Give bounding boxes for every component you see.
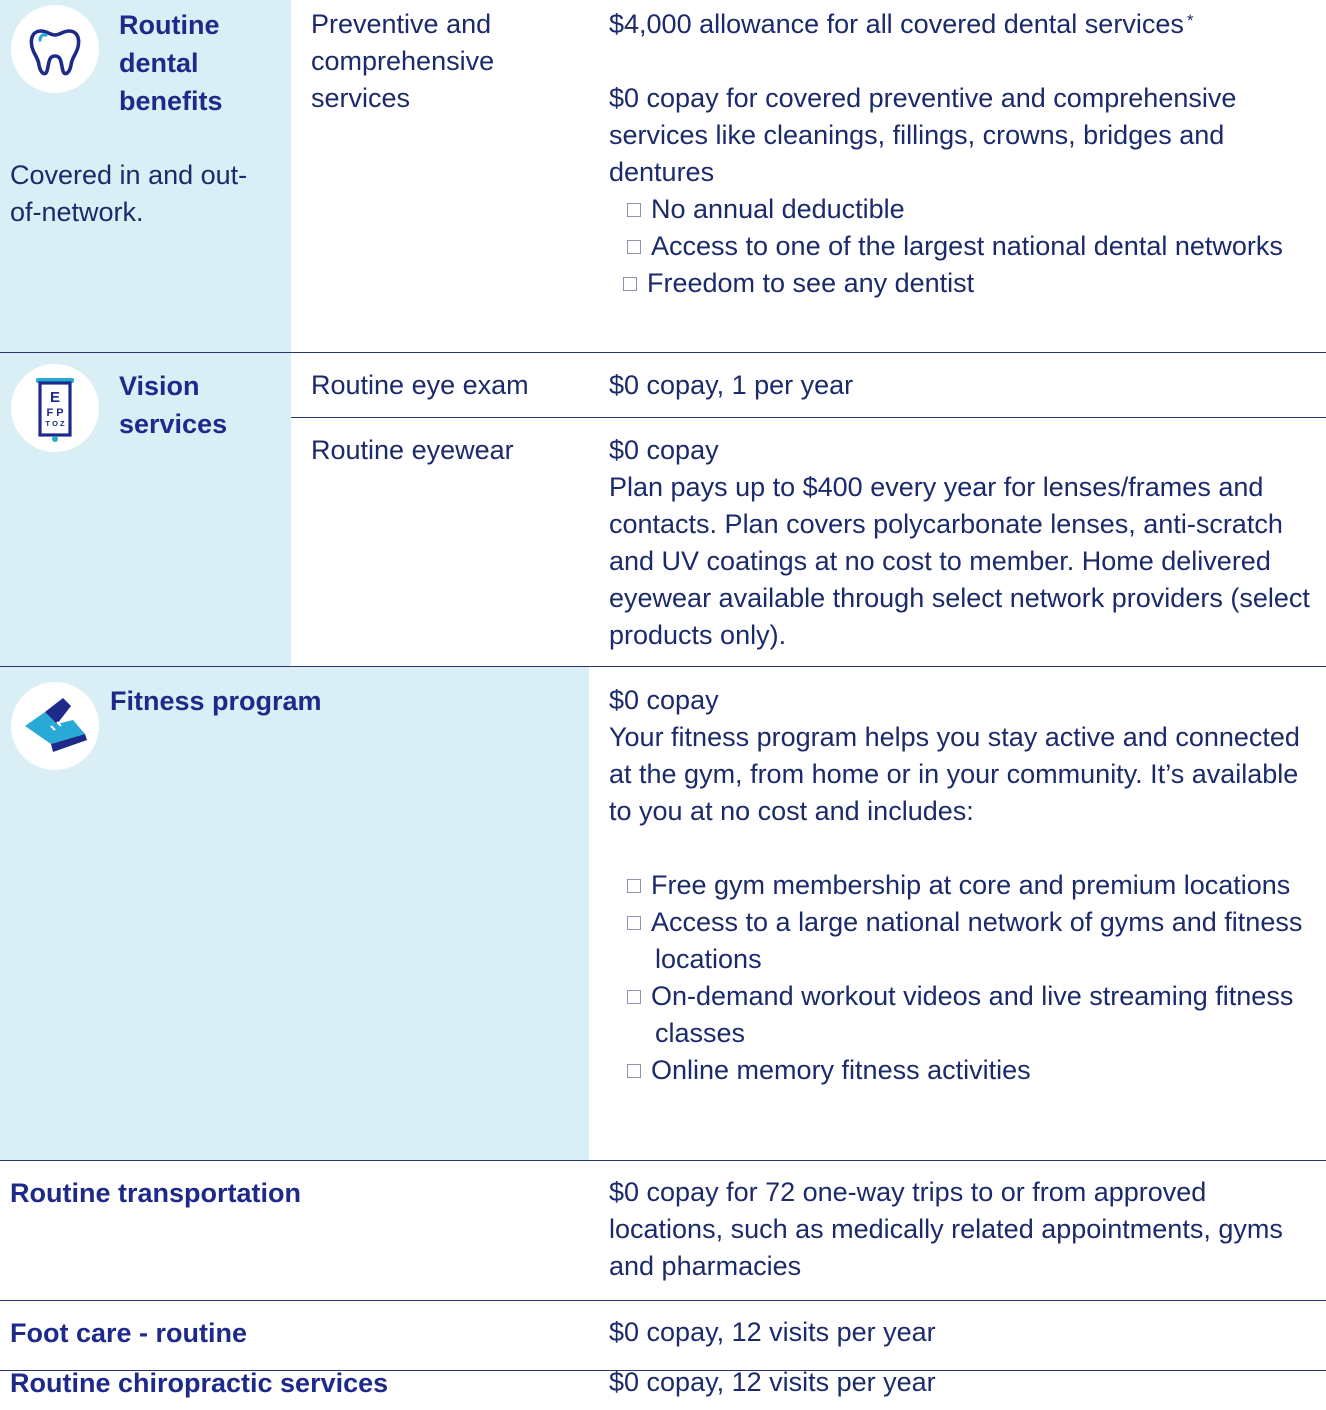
- dental-details: [609, 6, 1321, 302]
- vision-row-label: Routine eyewear: [311, 435, 514, 465]
- divider-transport-foot: [0, 1300, 1326, 1301]
- chiropractic-heading: Routine chiropractic services: [10, 1368, 389, 1398]
- footnote-marker: *: [1186, 11, 1194, 30]
- checkbox-bullet-icon: [627, 916, 641, 930]
- divider-fitness-transport: [0, 1160, 1326, 1161]
- vision-row-details: [609, 432, 1321, 654]
- list-item: Free gym membership at core and premium locations: [627, 867, 1321, 904]
- sneaker-icon: [11, 682, 99, 770]
- checkbox-bullet-icon: [627, 1064, 641, 1078]
- list-item: On-demand workout videos and live streaming fitness classes: [627, 978, 1321, 1052]
- chiropractic-details: $0 copay, 12 visits per year: [609, 1367, 936, 1397]
- divider-dental-vision: [0, 352, 1326, 353]
- dental-heading: Routine dental benefits: [119, 10, 223, 116]
- checkbox-bullet-icon: [627, 990, 641, 1004]
- dental-service-label: Preventive and comprehensive services: [311, 9, 495, 113]
- vision-heading: Vision services: [119, 371, 228, 439]
- divider-vision-rows: [291, 417, 1326, 418]
- foot-care-details: $0 copay, 12 visits per year: [609, 1317, 936, 1347]
- list-item: No annual deductible: [627, 191, 1321, 228]
- transportation-details: $0 copay for 72 one-way trips to or from approved locations, such as medically related appointments, gyms and pharmacies: [609, 1177, 1283, 1281]
- list-item: Access to one of the largest national dental networks: [627, 228, 1321, 265]
- eye-chart-letters-row3: T O Z: [45, 419, 65, 428]
- fitness-copay: $0 copay: [609, 685, 719, 715]
- eyewear-description: Plan pays up to $400 every year for lenses/frames and contacts. Plan covers polycarbonate lenses, anti-scratch and UV coatings at no cost to member. Home delivered eyewear available through select network providers (select products only).: [609, 472, 1310, 650]
- transportation-heading: Routine transportation: [10, 1178, 301, 1208]
- fitness-bullet-list: [609, 867, 1321, 1089]
- vision-row-details: $0 copay, 1 per year: [609, 370, 854, 400]
- divider-vision-fitness: [0, 666, 1326, 667]
- eye-chart-icon: [11, 364, 99, 452]
- checkbox-bullet-icon: [627, 203, 641, 217]
- list-item: Online memory fitness activities: [627, 1052, 1321, 1089]
- dental-copay-text: $0 copay for covered preventive and comprehensive services like cleanings, fillings, crowns, bridges and dentures: [609, 83, 1237, 187]
- dental-allowance: $4,000 allowance for all covered dental services *: [609, 9, 1194, 39]
- checkbox-bullet-icon: [627, 879, 641, 893]
- dental-bullet-list: [609, 191, 1321, 302]
- checkbox-bullet-icon: [623, 277, 637, 291]
- dental-coverage-note: Covered in and out-of-network.: [10, 160, 248, 227]
- vision-row-label: Routine eye exam: [311, 370, 529, 400]
- checkbox-bullet-icon: [627, 240, 641, 254]
- list-item: Access to a large national network of gyms and fitness locations: [627, 904, 1321, 978]
- eyewear-copay: $0 copay: [609, 435, 719, 465]
- fitness-heading: Fitness program: [110, 686, 322, 716]
- eye-chart-letters-row1: E: [49, 389, 61, 406]
- fitness-description: Your fitness program helps you stay active and connected at the gym, from home or in your community. It’s available to you at no cost and includes:: [609, 722, 1300, 826]
- foot-care-heading: Foot care - routine: [10, 1318, 248, 1348]
- fitness-details: [609, 682, 1321, 1089]
- tooth-icon: [11, 5, 99, 93]
- list-item: Freedom to see any dentist: [623, 265, 1321, 302]
- eye-chart-letters-row2: F P: [46, 407, 64, 419]
